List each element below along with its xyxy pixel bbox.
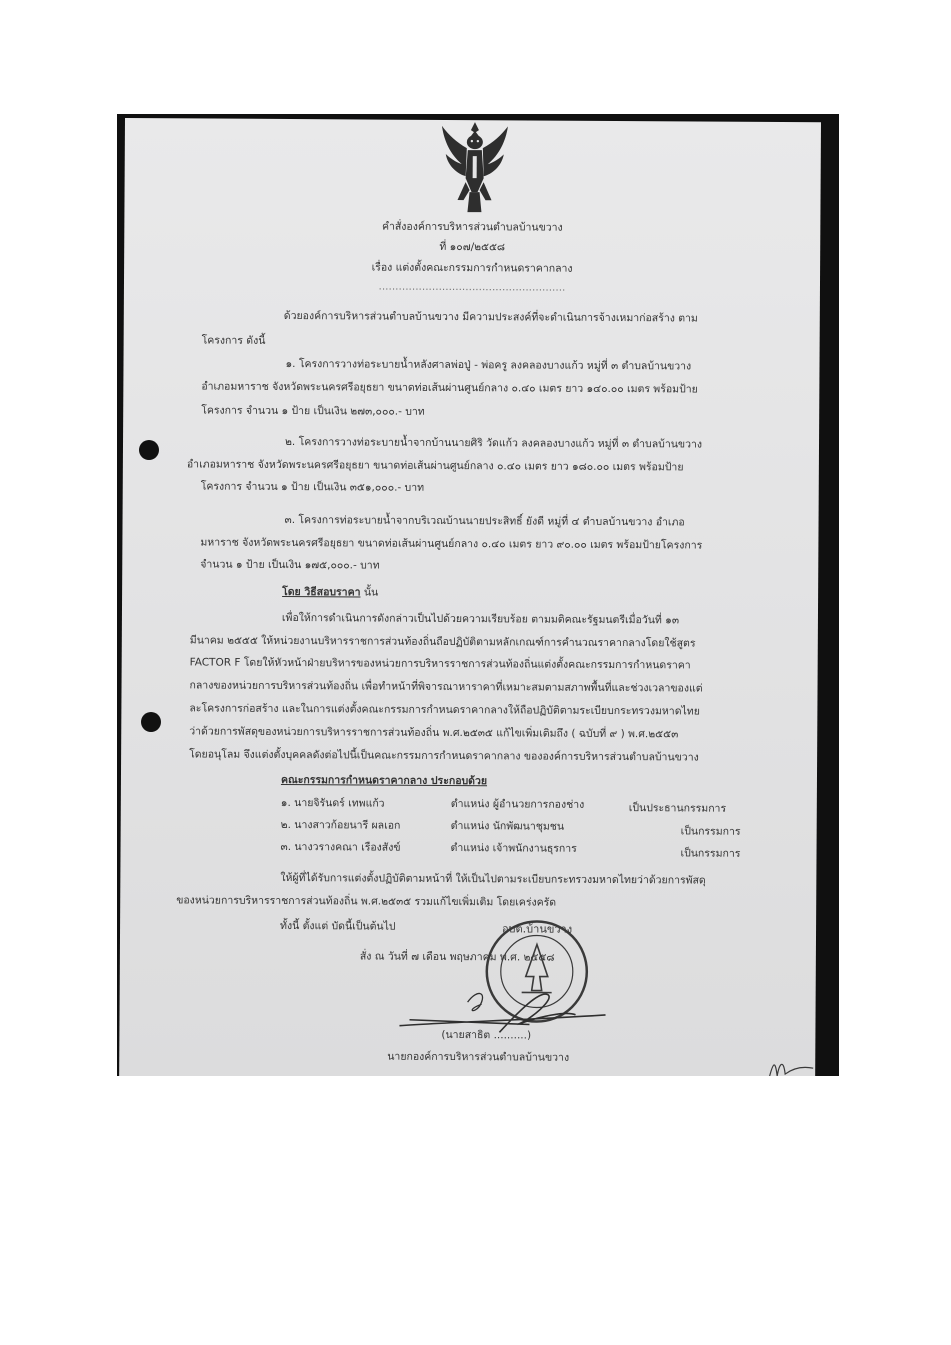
member-2-name: ๒. นางสาวก้อยนารี ผลเอก bbox=[280, 818, 401, 832]
project-2-line-1: ๒. โครงการวางท่อระบายน้ำจากบ้านนายศิริ วัดแก้ว ลงคลองบางแก้ว หมู่ที่ ๓ ตำบลบ้านขวาง bbox=[284, 435, 703, 451]
header-title: คำสั่งองค์การบริหารส่วนตำบลบ้านขวาง bbox=[381, 220, 563, 234]
body-line-4: กลางของหน่วยการบริหารส่วนท้องถิ่น เพื่อทำหน้าที่พิจารณาหาราคาที่เหมาะสมตามสภาพพื้นที่และช่วงเวลาของแต่ bbox=[189, 679, 703, 695]
punch-hole-bottom bbox=[141, 712, 161, 732]
signer-name: (นายสาธิต ..........) bbox=[441, 1028, 532, 1042]
body-line-6: ว่าด้วยการพัสดุของหน่วยการบริหารราชการส่วนท้องถิ่น พ.ศ.๒๕๓๕ แก้ไขเพิ่มเติมถึง ( ฉบับที่ ๙ ) พ.ศ.๒๕๕๓ bbox=[189, 725, 679, 741]
project-2-line-3: โครงการ จำนวน ๑ ป้าย เป็นเงิน ๓๕๑,๐๐๐.- บาท bbox=[200, 480, 425, 494]
method-label: โดย วิธีสอบราคา bbox=[282, 585, 361, 599]
method-line bbox=[282, 585, 378, 600]
order-number: ที่ ๑๐๗/๒๕๕๘ bbox=[439, 240, 506, 254]
intro-line-2: โครงการ ดังนี้ bbox=[201, 334, 266, 347]
body-line-5: ละโครงการก่อสร้าง และในการแต่งตั้งคณะกรรมการกำหนดราคากลางให้ถือปฏิบัติตามระเบียบกระทรวงมหาดไทย bbox=[189, 702, 700, 718]
committee-heading: คณะกรรมการกำหนดราคากลาง ประกอบด้วย bbox=[280, 773, 488, 788]
body-line-1: เพื่อให้การดำเนินการดังกล่าวเป็นไปด้วยความเรียบร้อย ตามมติคณะรัฐมนตรีเมื่อวันที่ ๑๓ bbox=[281, 611, 680, 627]
intro-line-1: ด้วยองค์การบริหารส่วนตำบลบ้านขวาง มีความประสงค์ที่จะดำเนินการจ้างเหมาก่อสร้าง ตาม bbox=[283, 309, 698, 325]
member-2-position: ตำแหน่ง นักพัฒนาชุมชน bbox=[450, 820, 565, 833]
closing-line-2: ของหน่วยการบริหารราชการส่วนท้องถิ่น พ.ศ.๒๕๓๕ รวมแก้ไขเพิ่มเติม โดยเคร่งครัด bbox=[176, 894, 557, 909]
closing-line-1: ให้ผู้ที่ได้รับการแต่งตั้งปฏิบัติตามหน้าที่ ให้เป็นไปตามระเบียบกระทรวงมหาดไทยว่าด้วยการพัสดุ bbox=[280, 871, 706, 887]
member-1-role: เป็นประธานกรรมการ bbox=[628, 802, 727, 815]
project-3-line-3: จำนวน ๑ ป้าย เป็นเงิน ๑๗๕,๐๐๐.- บาท bbox=[200, 558, 380, 572]
closing-line-3: ทั้งนี้ ตั้งแต่ บัดนี้เป็นต้นไป bbox=[280, 919, 396, 933]
margin-initials bbox=[765, 1052, 815, 1076]
body-line-2: มีนาคม ๒๕๕๕ ให้หน่วยงานบริหารราชการส่วนท้องถิ่นถือปฏิบัติตามหลักเกณฑ์การคำนวณราคากลางโดยใช้สูตร bbox=[189, 634, 696, 650]
member-2-role: เป็นกรรมการ bbox=[680, 825, 741, 838]
member-3-role: เป็นกรรมการ bbox=[680, 847, 741, 860]
punch-hole-top bbox=[139, 440, 159, 460]
order-date: สั่ง ณ วันที่ ๗ เดือน พฤษภาคม พ.ศ. ๒๕๕๘ bbox=[359, 950, 555, 964]
method-suffix: นั้น bbox=[363, 586, 379, 599]
project-3-line-1: ๓. โครงการท่อระบายน้ำจากบริเวณบ้านนายประสิทธิ์ ยังดี หมู่ที่ ๔ ตำบลบ้านขวาง อำเภอ bbox=[284, 513, 685, 529]
project-1-line-2: อำเภอมหาราช จังหวัดพระนครศรีอยุธยา ขนาดท่อเส้นผ่านศูนย์กลาง ๐.๔๐ เมตร ยาว ๑๔๐.๐๐ เมตร พร้อมป้าย bbox=[201, 380, 698, 396]
header-divider: ........................................................ bbox=[378, 280, 566, 294]
member-1-position: ตำแหน่ง ผู้อำนวยการกองช่าง bbox=[450, 798, 585, 811]
project-3-line-2: มหาราช จังหวัดพระนครศรีอยุธยา ขนาดท่อเส้นผ่านศูนย์กลาง ๐.๔๐ เมตร ยาว ๙๐.๐๐ เมตร พร้อมป้ายโครงการ bbox=[200, 536, 703, 552]
body-line-7: โดยอนุโลม จึงแต่งตั้งบุคคลดังต่อไปนี้เป็นคณะกรรมการกำหนดราคากลาง ขององค์การบริหารส่วนตำบลบ้านขวาง bbox=[189, 748, 699, 764]
seal-text: อบต.บ้านขวาง bbox=[501, 922, 573, 936]
garuda-emblem-icon bbox=[437, 120, 512, 216]
signer-title: นายกองค์การบริหารส่วนตำบลบ้านขวาง bbox=[387, 1050, 570, 1064]
project-1-line-1: ๑. โครงการวางท่อระบายน้ำหลังศาลพ่อปู่ - พ่อครู ลงคลองบางแก้ว หมู่ที่ ๓ ตำบลบ้านขวาง bbox=[285, 357, 692, 373]
document-paper bbox=[119, 118, 821, 1076]
project-2-line-2: อำเภอมหาราช จังหวัดพระนครศรีอยุธยา ขนาดท่อเส้นผ่านศูนย์กลาง ๐.๔๐ เมตร ยาว ๑๘๐.๐๐ เมตร พร้อมป้าย bbox=[186, 458, 684, 474]
document-photo bbox=[117, 114, 839, 1076]
project-1-line-3: โครงการ จำนวน ๑ ป้าย เป็นเงิน ๒๗๓,๐๐๐.- บาท bbox=[201, 404, 425, 418]
member-1-name: ๑. นายจิรันดร์ เทพแก้ว bbox=[280, 796, 385, 810]
member-3-position: ตำแหน่ง เจ้าพนักงานธุรการ bbox=[450, 842, 577, 855]
member-3-name: ๓. นางวรางคณา เรืองสังข์ bbox=[280, 840, 401, 854]
body-line-3: FACTOR F โดยให้หัวหน้าฝ่ายบริหารของหน่วยการบริหารราชการส่วนท้องถิ่นแต่งตั้งคณะกรรมการกำหนดราคา bbox=[189, 656, 691, 672]
subject-line: เรื่อง แต่งตั้งคณะกรรมการกำหนดราคากลาง bbox=[371, 261, 573, 275]
